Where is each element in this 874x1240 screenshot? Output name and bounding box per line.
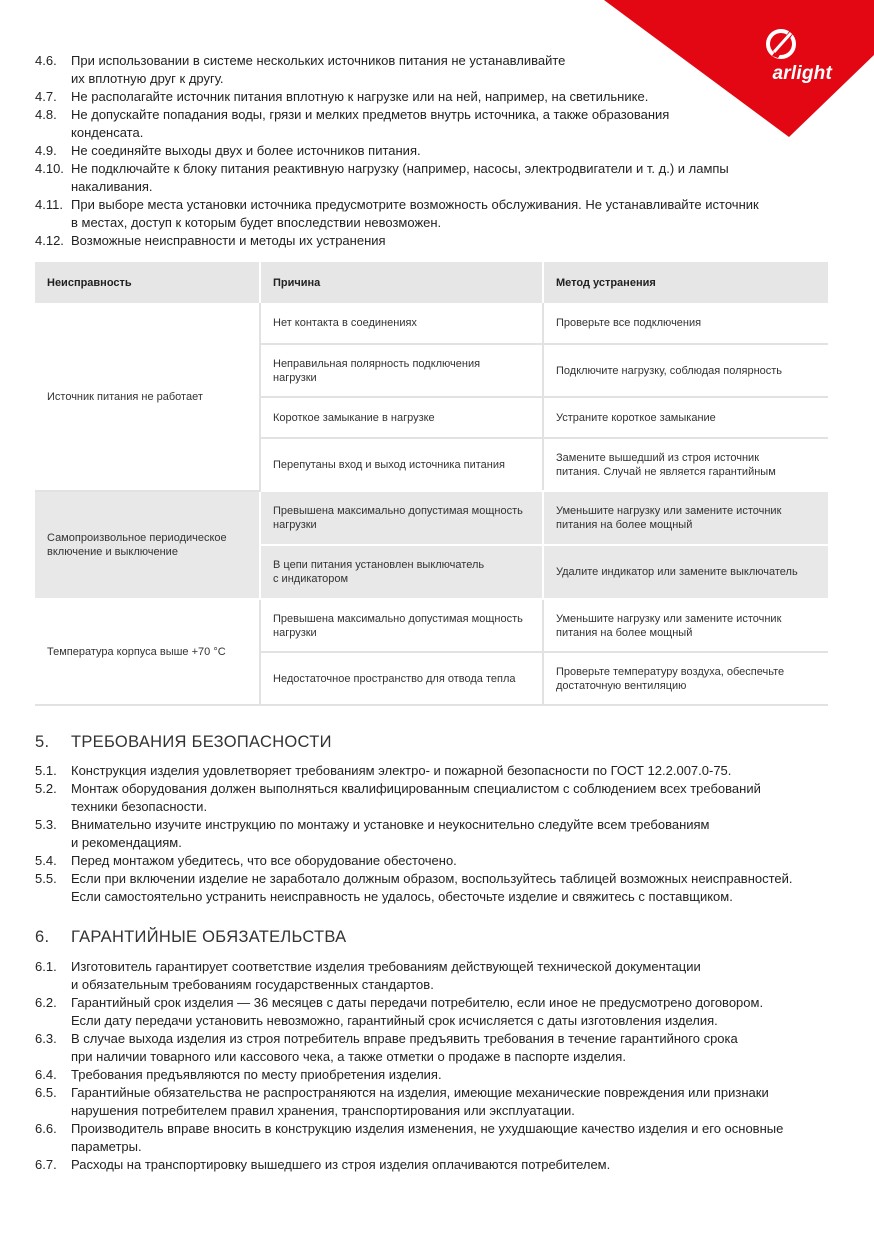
list-item-number: 6.2. (35, 995, 57, 1010)
cause-cell: Перепутаны вход и выход источника питания (260, 438, 543, 491)
section-6-number: 6. (35, 928, 50, 946)
list-item-text: Монтаж оборудования должен выполняться квалифицированным специалистом с соблюдением всех требований техники безопасности. (71, 781, 761, 814)
list-item-text: Гарантийные обязательства не распространяются на изделия, имеющие механические повреждения или признаки нарушения потребителем правил хранения, транспортирования или эксплуатации. (71, 1085, 769, 1118)
header-fault: Неисправность (35, 262, 260, 303)
list-item (35, 762, 835, 780)
list-item-text: При использовании в системе нескольких источников питания не устанавливайте их вплотную друг к другу. (71, 53, 566, 86)
list-item (35, 196, 835, 232)
list-item-text: Не допускайте попадания воды, грязи и мелких предметов внутрь источника, а также образования конденсата. (71, 107, 670, 140)
warranty-list (35, 958, 835, 1174)
cause-cell: Превышена максимально допустимая мощность нагрузки (260, 491, 543, 545)
list-item-number: 6.5. (35, 1085, 57, 1100)
list-item-text: Не располагайте источник питания вплотную к нагрузке или на ней, например, на светильнике. (71, 89, 649, 104)
list-item-text: В случае выхода изделия из строя потребитель вправе предъявить требования в течение гарантийного срока при наличии товарного или кассового чека, а также отметки о продаже в паспорте изделия. (71, 1031, 738, 1064)
list-item (35, 1066, 835, 1084)
list-item-number: 4.12. (35, 233, 64, 248)
fault-cell: Источник питания не работает (35, 303, 260, 491)
cause-cell: Недостаточное пространство для отвода тепла (260, 652, 543, 705)
fix-cell: Замените вышедший из строя источник питания. Случай не является гарантийным (543, 438, 828, 491)
list-item-number: 4.9. (35, 143, 57, 158)
list-item-text: Требования предъявляются по месту приобретения изделия. (71, 1067, 442, 1082)
list-item (35, 780, 835, 816)
list-item-number: 4.11. (35, 197, 63, 212)
fault-cell: Температура корпуса выше +70 °C (35, 599, 260, 705)
list-item-number: 5.3. (35, 817, 57, 832)
header-cause: Причина (260, 262, 543, 303)
fix-cell: Проверьте все подключения (543, 303, 828, 344)
fix-cell: Уменьшите нагрузку или замените источник питания на более мощный (543, 599, 828, 652)
fix-cell: Подключите нагрузку, соблюдая полярность (543, 344, 828, 397)
list-item-text: Не соединяйте выходы двух и более источников питания. (71, 143, 421, 158)
table-header-row (35, 262, 828, 303)
list-item-number: 5.5. (35, 871, 57, 886)
list-item-number: 4.8. (35, 107, 57, 122)
list-item-text: Гарантийный срок изделия — 36 месяцев с даты передачи потребителю, если иное не предусмотрено договором. Если дату передачи установить невозможно, гарантийный срок исчисляется с даты изготовления изделия. (71, 995, 764, 1028)
list-item-text: Не подключайте к блоку питания реактивную нагрузку (например, насосы, электродвигатели и т. д.) и лампы накаливания. (71, 161, 729, 194)
list-item-text: Если при включении изделие не заработало должным образом, воспользуйтесь таблицей возможных неисправностей. Если самостоятельно устранить неисправность не удалось, обесточьте изделие и свяжитесь с поставщиком. (71, 871, 793, 904)
header-fix: Метод устранения (543, 262, 828, 303)
fix-cell: Удалите индикатор или замените выключатель (543, 545, 828, 599)
troubleshooting-table (35, 262, 828, 706)
section-6-heading: ГАРАНТИЙНЫЕ ОБЯЗАТЕЛЬСТВА (71, 928, 347, 946)
section-5-title (35, 733, 332, 752)
list-item-number: 4.10. (35, 161, 64, 176)
list-item-text: Внимательно изучите инструкцию по монтажу и установке и неукоснительно следуйте всем требованиям и рекомендациям. (71, 817, 710, 850)
list-item (35, 142, 835, 160)
list-item-number: 5.4. (35, 853, 57, 868)
list-item-text: При выборе места установки источника предусмотрите возможность обслуживания. Не устанавливайте источник в местах, доступ к которым будет впоследствии невозможен. (71, 197, 759, 230)
list-item-text: Изготовитель гарантирует соответствие изделия требованиям действующей технической документации и обязательным требованиям государственных стандартов. (71, 959, 701, 992)
fix-cell: Проверьте температуру воздуха, обеспечьте достаточную вентиляцию (543, 652, 828, 705)
list-item-number: 6.4. (35, 1067, 57, 1082)
cause-cell: В цепи питания установлен выключатель с индикатором (260, 545, 543, 599)
list-item-text: Производитель вправе вносить в конструкцию изделия изменения, не ухудшающие качество изделия и его основные параметры. (71, 1121, 784, 1154)
list-item-number: 6.3. (35, 1031, 57, 1046)
list-item-number: 4.6. (35, 53, 57, 68)
list-item (35, 88, 835, 106)
fix-cell: Уменьшите нагрузку или замените источник питания на более мощный (543, 491, 828, 545)
cause-cell: Превышена максимально допустимая мощность нагрузки (260, 599, 543, 652)
list-item (35, 1030, 835, 1066)
list-item-text: Возможные неисправности и методы их устранения (71, 233, 386, 248)
table-row (35, 599, 828, 652)
list-item (35, 160, 835, 196)
instructions-list-4 (35, 52, 835, 250)
list-item (35, 816, 835, 852)
list-item-number: 4.7. (35, 89, 57, 104)
section-6-title (35, 928, 346, 947)
list-item-number: 6.6. (35, 1121, 57, 1136)
list-item (35, 852, 835, 870)
list-item-number: 6.1. (35, 959, 57, 974)
list-item-number: 5.2. (35, 781, 57, 796)
list-item (35, 232, 835, 250)
list-item (35, 1120, 835, 1156)
list-item (35, 52, 835, 88)
list-item-text: Расходы на транспортировку вышедшего из строя изделия оплачиваются потребителем. (71, 1157, 611, 1172)
table-row (35, 491, 828, 545)
list-item-text: Перед монтажом убедитесь, что все оборудование обесточено. (71, 853, 457, 868)
fault-cell: Самопроизвольное периодическое включение и выключение (35, 491, 260, 599)
section-5-number: 5. (35, 733, 50, 751)
safety-list (35, 762, 835, 906)
list-item-text: Конструкция изделия удовлетворяет требованиям электро- и пожарной безопасности по ГОСТ 12.2.007.0-75. (71, 763, 732, 778)
cause-cell: Неправильная полярность подключения нагрузки (260, 344, 543, 397)
list-item-number: 6.7. (35, 1157, 57, 1172)
list-item (35, 994, 835, 1030)
list-item (35, 1156, 835, 1174)
list-item-number: 5.1. (35, 763, 57, 778)
cause-cell: Короткое замыкание в нагрузке (260, 397, 543, 438)
list-item (35, 1084, 835, 1120)
brand-logo-text: arlight (772, 63, 832, 84)
table-row (35, 303, 828, 344)
cause-cell: Нет контакта в соединениях (260, 303, 543, 344)
list-item (35, 958, 835, 994)
list-item (35, 106, 835, 142)
section-5-heading: ТРЕБОВАНИЯ БЕЗОПАСНОСТИ (71, 733, 332, 751)
fix-cell: Устраните короткое замыкание (543, 397, 828, 438)
list-item (35, 870, 835, 906)
